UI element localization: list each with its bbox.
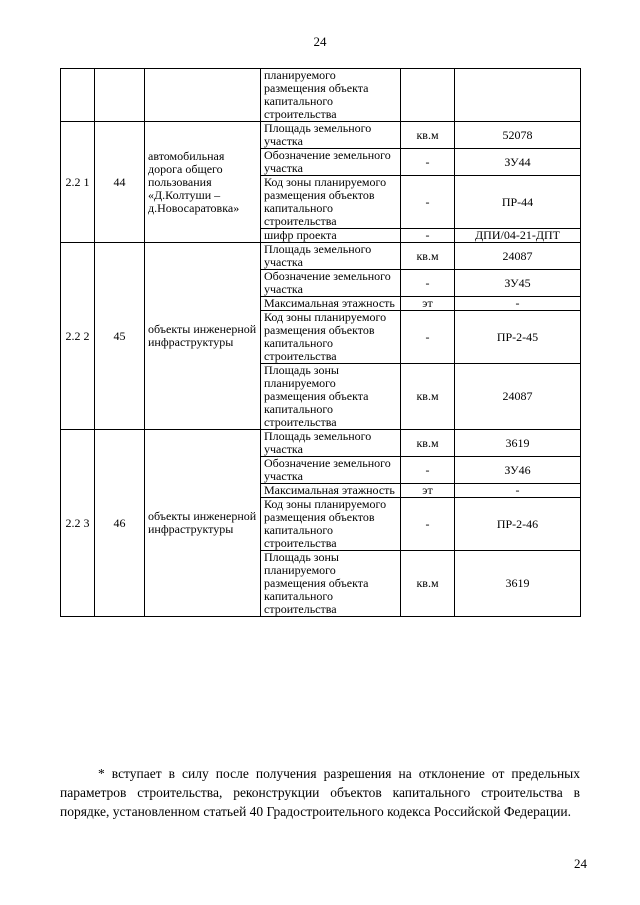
unit-cell: - <box>401 176 455 229</box>
param-cell: Обозначение земельного участка <box>261 270 401 297</box>
unit-cell: - <box>401 149 455 176</box>
value-cell: ПР-2-46 <box>455 498 581 551</box>
param-cell: Код зоны планируемого размещения объектов капитального строительства <box>261 498 401 551</box>
empty-cell <box>401 69 455 122</box>
object-name-cell: объекты инженерной инфраструктуры <box>145 243 261 430</box>
value-cell: - <box>455 297 581 311</box>
row-number-cell: 2.2 2 <box>61 243 95 430</box>
object-name-cell: автомобильная дорога общего пользования «Д.Колтуши – д.Новосаратовка» <box>145 122 261 243</box>
value-cell: - <box>455 484 581 498</box>
value-cell: ЗУ46 <box>455 457 581 484</box>
unit-cell: кв.м <box>401 364 455 430</box>
param-cell: Площадь зоны планируемого размещения объекта капитального строительства <box>261 551 401 617</box>
land-plot-table <box>60 68 581 617</box>
empty-cell <box>145 69 261 122</box>
empty-cell <box>61 69 95 122</box>
unit-cell: кв.м <box>401 551 455 617</box>
value-cell: 24087 <box>455 364 581 430</box>
plot-number-cell: 45 <box>95 243 145 430</box>
param-cell: Максимальная этажность <box>261 484 401 498</box>
row-number-cell: 2.2 1 <box>61 122 95 243</box>
unit-cell: - <box>401 270 455 297</box>
plot-number-cell: 46 <box>95 430 145 617</box>
unit-cell: кв.м <box>401 430 455 457</box>
value-cell: ЗУ45 <box>455 270 581 297</box>
unit-cell: - <box>401 229 455 243</box>
param-cell: Код зоны планируемого размещения объектов капитального строительства <box>261 311 401 364</box>
param-cell: Обозначение земельного участка <box>261 457 401 484</box>
param-cell: Площадь земельного участка <box>261 430 401 457</box>
param-cell: Площадь земельного участка <box>261 243 401 270</box>
value-cell: ДПИ/04-21-ДПТ <box>455 229 581 243</box>
value-cell: 3619 <box>455 430 581 457</box>
table-row <box>61 243 581 270</box>
value-cell: ПР-44 <box>455 176 581 229</box>
footnote: * вступает в силу после получения разрешения на отклонение от предельных параметров строительства, реконструкции объектов капитального строительства в порядке, установленном статьей 40 Градостроительного кодекса Российской Федерации. <box>60 766 580 819</box>
page-number-bottom: 24 <box>574 856 587 871</box>
table-row <box>61 69 581 122</box>
unit-cell: кв.м <box>401 122 455 149</box>
plot-number-cell: 44 <box>95 122 145 243</box>
param-cell: Код зоны планируемого размещения объектов капитального строительства <box>261 176 401 229</box>
param-cell: Максимальная этажность <box>261 297 401 311</box>
param-cell: Площадь зоны планируемого размещения объекта капитального строительства <box>261 364 401 430</box>
page-number-top: 24 <box>313 34 327 49</box>
table-row <box>61 122 581 149</box>
unit-cell: - <box>401 498 455 551</box>
object-name-cell: объекты инженерной инфраструктуры <box>145 430 261 617</box>
param-cell: Площадь земельного участка <box>261 122 401 149</box>
param-cell: шифр проекта <box>261 229 401 243</box>
table-row <box>61 430 581 457</box>
param-cell: Обозначение земельного участка <box>261 149 401 176</box>
value-cell: ЗУ44 <box>455 149 581 176</box>
value-cell: 3619 <box>455 551 581 617</box>
unit-cell: - <box>401 311 455 364</box>
unit-cell: эт <box>401 484 455 498</box>
unit-cell: эт <box>401 297 455 311</box>
value-cell: ПР-2-45 <box>455 311 581 364</box>
unit-cell: - <box>401 457 455 484</box>
value-cell: 52078 <box>455 122 581 149</box>
param-cell: планируемого размещения объекта капитального строительства <box>261 69 401 122</box>
value-cell: 24087 <box>455 243 581 270</box>
empty-cell <box>455 69 581 122</box>
unit-cell: кв.м <box>401 243 455 270</box>
empty-cell <box>95 69 145 122</box>
row-number-cell: 2.2 3 <box>61 430 95 617</box>
